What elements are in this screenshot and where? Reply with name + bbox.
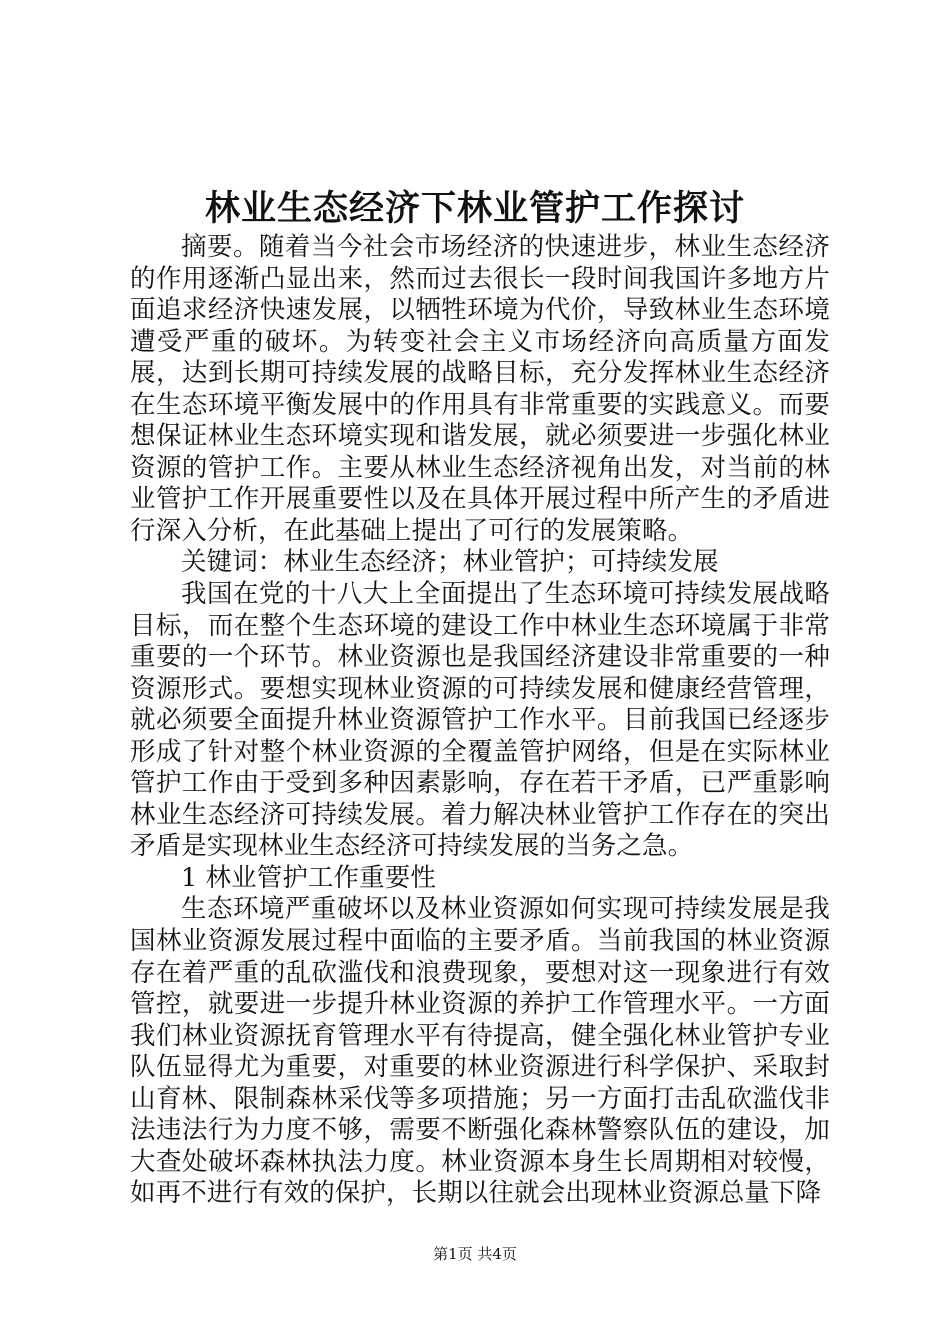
document-body xyxy=(130,232,830,1210)
page-number-footer: 第1页 共4页 xyxy=(433,1245,517,1263)
intro-paragraph: 我国在党的十八大上全面提出了生态环境可持续发展战略目标，而在整个生态环境的建设工作中林业生态环境属于非常重要的一个环节。林业资源也是我国经济建设非常重要的一种资源形式。要想实现林业资源的可持续发展和健康经营管理，就必须要全面提升林业资源管护工作水平。目前我国已经逐步形成了针对整个林业资源的全覆盖管护网络，但是在实际林业管护工作由于受到多种因素影响，存在若干矛盾，已严重影响林业生态经济可持续发展。着力解决林业管护工作存在的突出矛盾是实现林业生态经济可持续发展的当务之急。 xyxy=(130,579,830,862)
document-title: 林业生态经济下林业管护工作探讨 xyxy=(204,188,745,229)
keywords-paragraph: 关键词：林业生态经济；林业管护；可持续发展 xyxy=(181,547,719,578)
section-heading: 1 林业管护工作重要性 xyxy=(181,862,436,893)
section-paragraph: 生态环境严重破坏以及林业资源如何实现可持续发展是我国林业资源发展过程中面临的主要矛盾。当前我国的林业资源存在着严重的乱砍滥伐和浪费现象，要想对这一现象进行有效管控，就要进一步提升林业资源的养护工作管理水平。一方面我们林业资源抚育管理水平有待提高，健全强化林业管护专业队伍显得尤为重要，对重要的林业资源进行科学保护、采取封山育林、限制森林采伐等多项措施；另一方面打击乱砍滥伐非法违法行为力度不够，需要不断强化森林警察队伍的建设，加大查处破坏森林执法力度。林业资源本身生长周期相对较慢，如再不进行有效的保护，长期以往就会出现林业资源总量下降 xyxy=(130,894,830,1209)
abstract-paragraph: 摘要。随着当今社会市场经济的快速进步，林业生态经济的作用逐渐凸显出来，然而过去很长一段时间我国许多地方片面追求经济快速发展，以牺牲环境为代价，导致林业生态环境遭受严重的破坏。为转变社会主义市场经济向高质量方面发展，达到长期可持续发展的战略目标，充分发挥林业生态经济在生态环境平衡发展中的作用具有非常重要的实践意义。而要想保证林业生态环境实现和谐发展，就必须要进一步强化林业资源的管护工作。主要从林业生态经济视角出发，对当前的林业管护工作开展重要性以及在具体开展过程中所产生的矛盾进行深入分析，在此基础上提出了可行的发展策略。 xyxy=(130,232,830,546)
